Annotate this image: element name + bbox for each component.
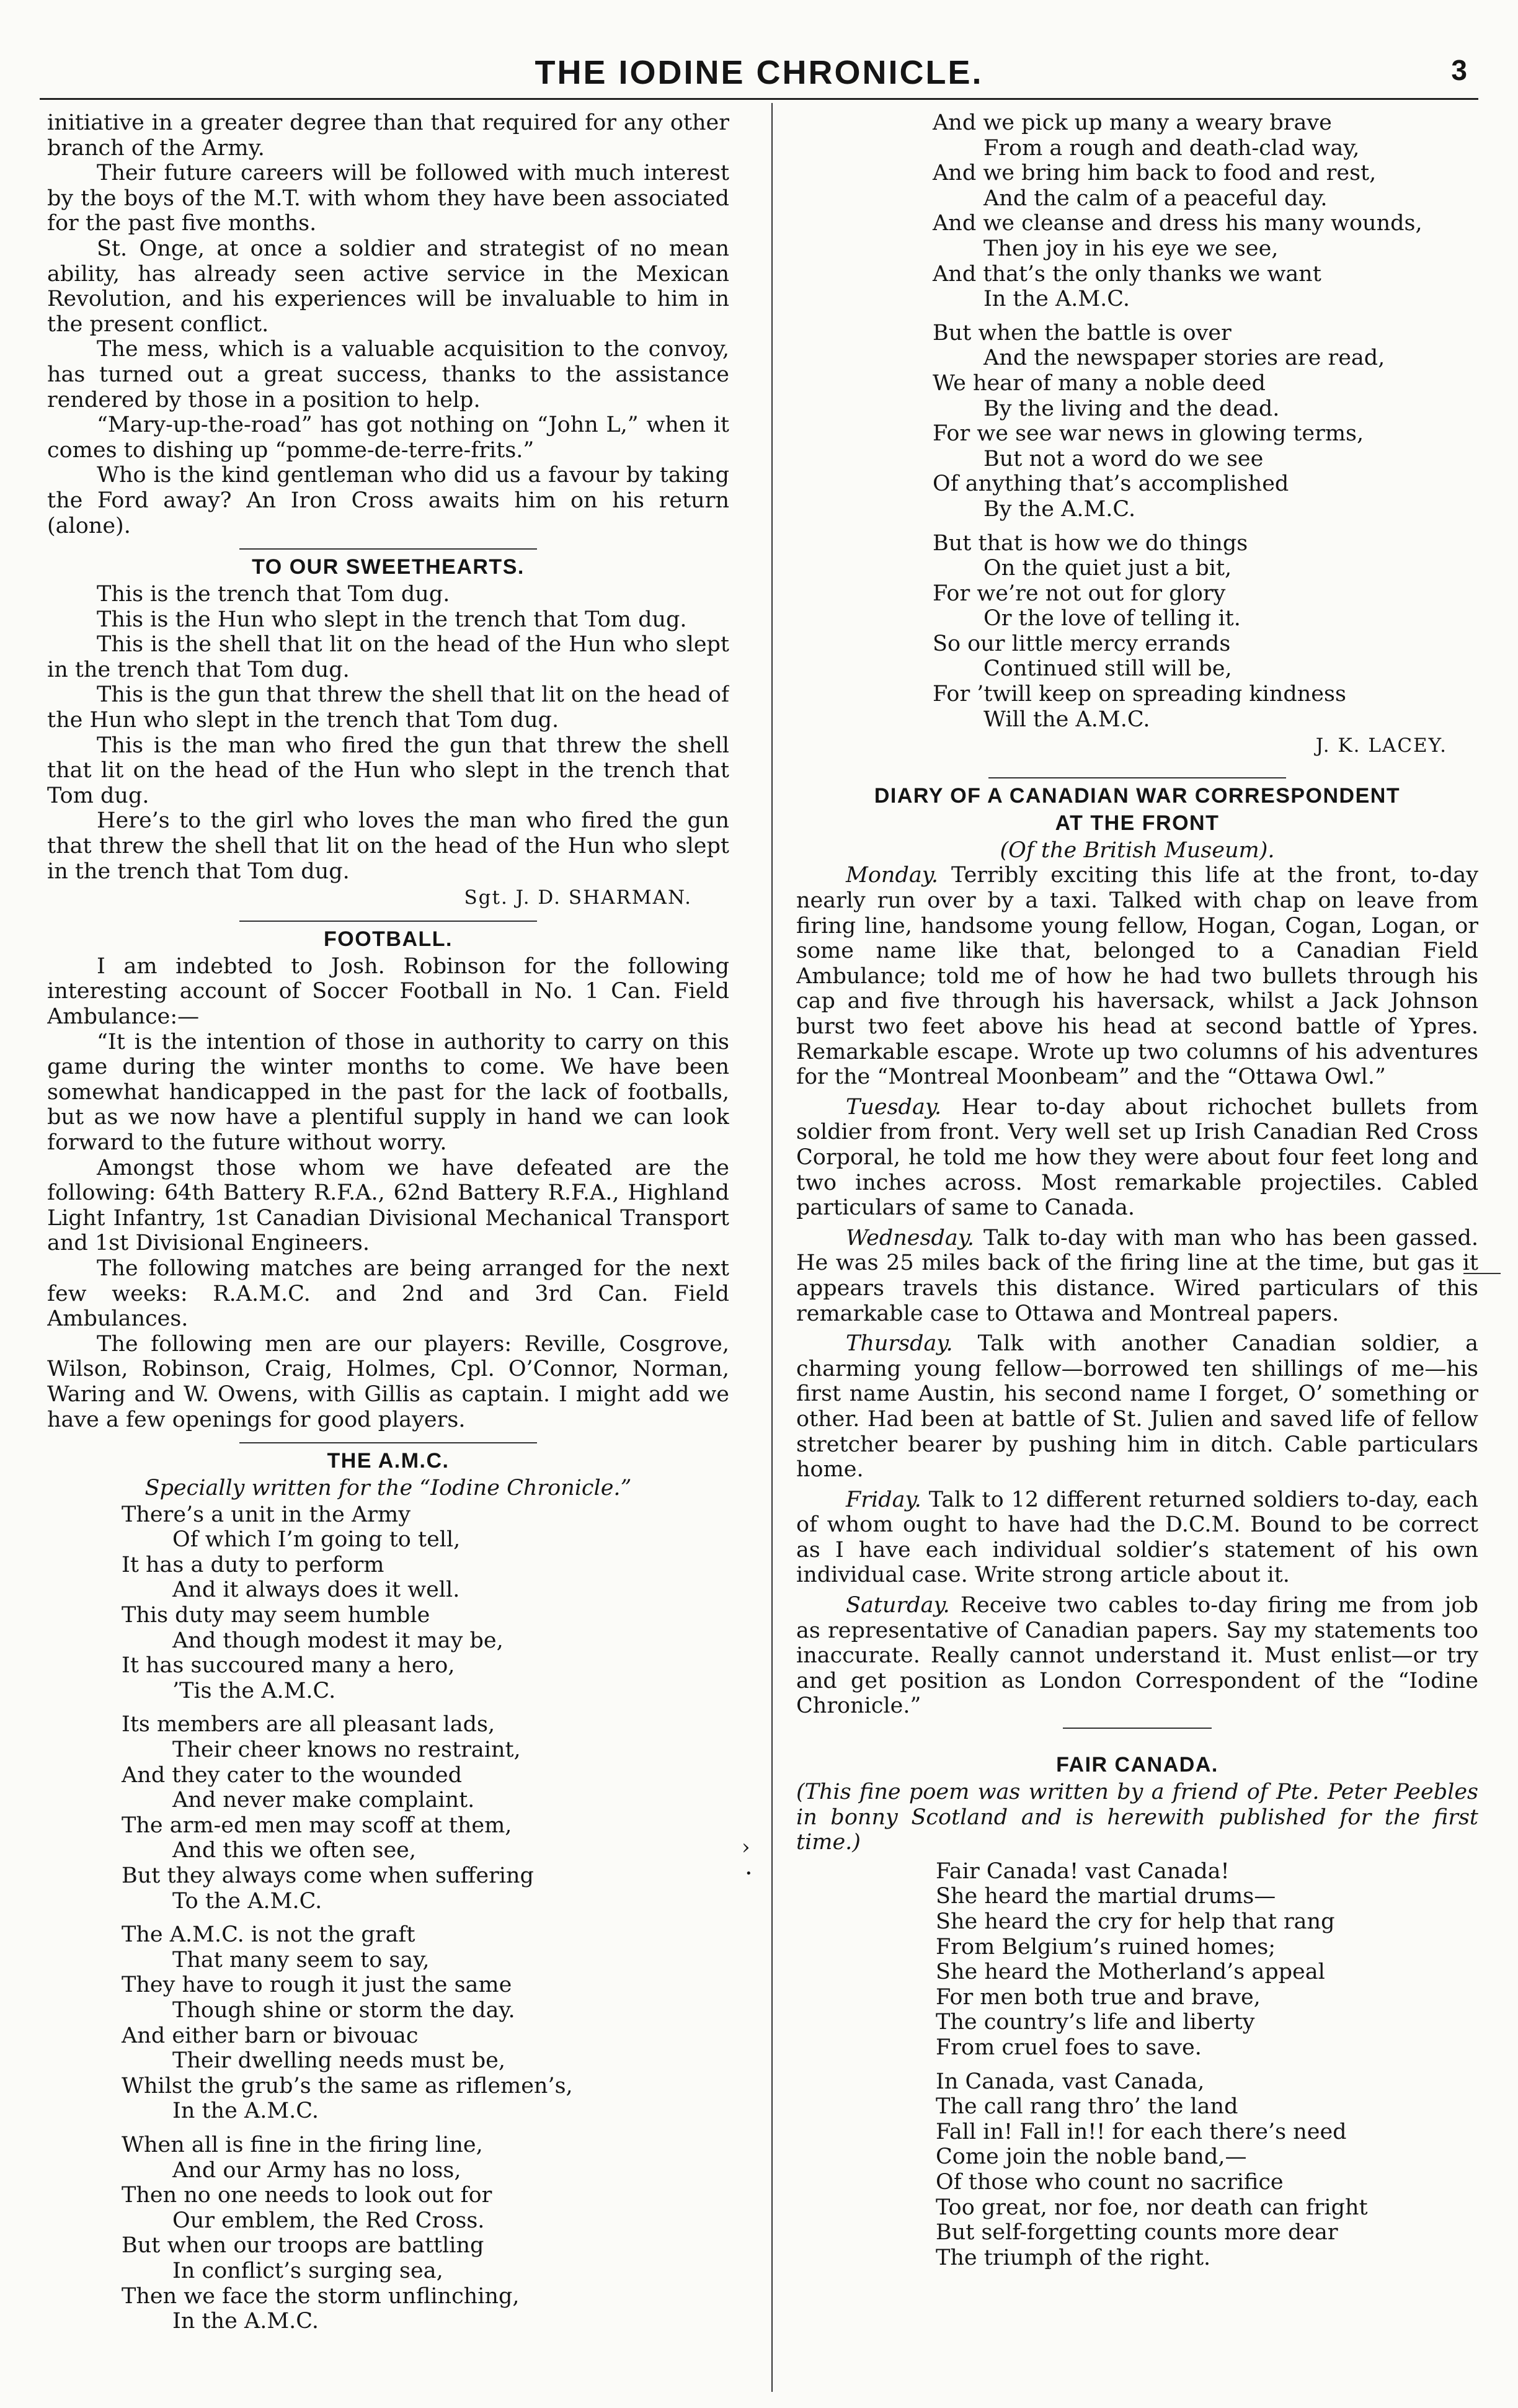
poem-line: For men both true and brave,	[936, 1984, 1261, 2010]
poem-line: Come join the noble band,—	[936, 2144, 1247, 2170]
poem-line: We hear of many a noble deed	[933, 370, 1266, 396]
poem-line: The call rang thro’ the land	[936, 2094, 1238, 2120]
diary-text: Receive two cables to-day firing me from job as representative of Canadian papers. Say my statements too inaccurate. Really cannot understand it. Must enlist—or try and get position as London Correspondent of the “Iodine Chronicle.”	[796, 1593, 1478, 1719]
poem-line: The arm-ed men may scoff at them,	[122, 1813, 512, 1838]
poem-line: And we cleanse and dress his many wounds,	[933, 211, 1423, 236]
poem-line: It has a duty to perform	[122, 1552, 384, 1577]
poem-line: Though shine or storm the day.	[172, 1997, 515, 2023]
amc-verses	[122, 1502, 729, 2334]
diary-subtitle: (Of the British Museum).	[1000, 837, 1275, 863]
diary-article	[796, 782, 1478, 1719]
fair-canada-poem	[796, 1751, 1478, 2270]
poem-line: Of which I’m going to tell,	[172, 1527, 461, 1553]
poem-line: Or the love of telling it.	[983, 606, 1241, 631]
poem-line: It has succoured many a hero,	[122, 1653, 455, 1679]
diary-entry	[796, 1487, 1478, 1588]
poem-line: In the A.M.C.	[983, 287, 1130, 312]
poem-line: And though modest it may be,	[172, 1628, 504, 1653]
football-paragraph: “It is the intention of those in authority to carry on this game during the winter months to come. We have been somewhat handicapped in the past for the lack of footballs, but as we now have a plentiful supply in hand we can look forward to the future without worry.	[47, 1029, 729, 1155]
poem-line: From Belgium’s ruined homes;	[936, 1934, 1276, 1960]
poem-line: Their dwelling needs must be,	[172, 2048, 505, 2074]
poem-line: Then joy in his eye we see,	[983, 236, 1279, 261]
amc-title: THE A.M.C.	[327, 1449, 450, 1473]
amc-poem-continued	[796, 110, 1478, 759]
poem-line: But when our troops are battling	[122, 2233, 484, 2259]
diary-entry	[796, 1226, 1478, 1326]
poem-line: This duty may seem humble	[122, 1603, 430, 1628]
diary-entry	[796, 1593, 1478, 1719]
intro-paragraph: initiative in a greater degree than that required for any other branch of the Army.	[47, 110, 729, 161]
poem-line: Continued still will be,	[983, 656, 1232, 682]
fair-canada-title: FAIR CANADA.	[1056, 1753, 1218, 1777]
poem-line: Too great, nor foe, nor death can fright	[936, 2195, 1368, 2220]
diary-entry	[796, 863, 1478, 1089]
poem-line: Our emblem, the Red Cross.	[172, 2208, 485, 2233]
football-paragraph: The following men are our players: Reville, Cosgrove, Wilson, Robinson, Craig, Holmes, Cpl. O’Connor, Norman, Waring and W. Owens, with Gillis as captain. I might add we have a few openings for good players.	[47, 1331, 729, 1432]
poem-line: They have to rough it just the same	[122, 1973, 512, 1998]
poem-line: That many seem to say,	[172, 1947, 430, 1973]
poem-line: By the living and the dead.	[983, 396, 1280, 421]
diary-entry	[796, 1095, 1478, 1221]
page-number: 3	[1451, 54, 1467, 86]
poem-line: To the A.M.C.	[172, 1888, 322, 1914]
poem-line: There’s a unit in the Army	[122, 1502, 411, 1527]
poem-line: For ’twill keep on spreading kindness	[933, 682, 1346, 707]
poem-line: And that’s the only thanks we want	[933, 261, 1321, 287]
diary-text: Talk to-day with man who has been gassed. He was 25 miles back of the firing line at the time, but gas it appears travels this distance. Wired particulars of this remarkable case to Ottawa and Montreal papers.	[796, 1225, 1478, 1326]
poem-line: Fair Canada! vast Canada!	[936, 1858, 1230, 1884]
poem-line: And this we often see,	[172, 1838, 417, 1863]
poem-line: In Canada, vast Canada,	[936, 2069, 1205, 2094]
poem-line: Then we face the storm unflinching,	[122, 2283, 520, 2309]
diary-day: Thursday.	[846, 1331, 953, 1357]
poem-stanza	[933, 110, 1478, 312]
section-rule	[1063, 1728, 1212, 1729]
fair-canada-verses	[936, 1859, 1478, 2271]
diary-day: Saturday.	[846, 1593, 950, 1618]
poem-line: But when the battle is over	[933, 320, 1232, 346]
poem-line: And we bring him back to food and rest,	[933, 161, 1377, 186]
poem-line: On the quiet just a bit,	[983, 556, 1232, 581]
poem-line: But self-forgetting counts more dear	[936, 2220, 1338, 2245]
column-divider	[771, 103, 773, 2392]
diary-day: Friday.	[846, 1487, 921, 1512]
intro-article	[47, 110, 729, 538]
diary-text: Talk with another Canadian soldier, a charming young fellow—borrowed ten shillings of me—his first name Austin, his second name I forget, O’ something or other. Had been at battle of St. Julien and saved life of fellow stretcher bearer by pushing him in ditch. Cable particulars home.	[796, 1331, 1478, 1483]
poem-line: So our little mercy errands	[933, 631, 1231, 656]
football-paragraph: I am indebted to Josh. Robinson for the following interesting account of Soccer Football in No. 1 Can. Field Ambulance:—	[47, 953, 729, 1029]
section-rule	[239, 548, 537, 550]
left-column	[47, 110, 729, 2399]
poem-stanza	[122, 1712, 729, 1914]
diary-text: Hear to-day about richochet bullets from soldier from front. Very well set up Irish Canadian Red Cross Corporal, he told me how they were about four feet long and two inches across. Most remarkable projectiles. Cabled particulars of same to Canada.	[796, 1094, 1478, 1221]
poem-line: And our Army has no loss,	[172, 2157, 461, 2183]
poem-stanza	[122, 1502, 729, 1704]
poem-line: ’Tis the A.M.C.	[172, 1678, 336, 1703]
amc-signature: J. K. LACEY.	[1315, 734, 1447, 757]
poem-line: She heard the cry for help that rang	[936, 1909, 1335, 1934]
sweethearts-title: TO OUR SWEETHEARTS.	[252, 555, 525, 579]
intro-paragraph: “Mary-up-the-road” has got nothing on “John L,” when it comes to dishing up “pomme-de-terre-frits.”	[47, 412, 729, 463]
sweethearts-paragraph: This is the gun that threw the shell that lit on the head of the Hun who slept in the trench that Tom dug.	[47, 682, 729, 733]
poem-line: Then no one needs to look out for	[122, 2183, 492, 2208]
sweethearts-paragraph: Here’s to the girl who loves the man who fired the gun that threw the shell that lit on the head of the Hun who slept in the trench that Tom dug.	[47, 808, 729, 884]
amc-poem	[47, 1447, 729, 2334]
sweethearts-signature: Sgt. J. D. SHARMAN.	[464, 886, 692, 909]
poem-line: But they always come when suffering	[122, 1863, 534, 1888]
margin-mark-dot: •	[745, 1867, 752, 1880]
diary-title-line-2: AT THE FRONT	[1055, 811, 1220, 835]
poem-line: From a rough and death-clad way,	[983, 135, 1360, 161]
page-title: THE IODINE CHRONICLE.	[535, 54, 983, 91]
poem-line: From cruel foes to save.	[936, 2035, 1202, 2060]
poem-line: Its members are all pleasant lads,	[122, 1712, 495, 1737]
intro-paragraph: Their future careers will be followed with much interest by the boys of the M.T. with whom they have been associated for the past five months.	[47, 161, 729, 236]
poem-stanza	[936, 2069, 1478, 2271]
poem-line: The triumph of the right.	[936, 2245, 1211, 2270]
poem-line: And it always does it well.	[172, 1577, 460, 1603]
section-rule	[988, 777, 1286, 778]
poem-line: And we pick up many a weary brave	[933, 110, 1332, 135]
sweethearts-paragraph: This is the man who fired the gun that threw the shell that lit on the head of the Hun who slept in the trench that Tom dug.	[47, 733, 729, 808]
poem-stanza	[933, 531, 1478, 733]
poem-line: Their cheer knows no restraint,	[172, 1737, 521, 1763]
poem-line: By the A.M.C.	[983, 496, 1136, 522]
diary-text: Talk to 12 different returned soldiers to-day, each of whom ought to have had the D.C.M. Bound to be correct as I have each individual soldier’s statement of his own individual case. Write strong article about it.	[796, 1487, 1478, 1588]
poem-line: And never make complaint.	[172, 1788, 475, 1813]
diary-day: Tuesday.	[846, 1094, 942, 1120]
sweethearts-paragraph: This is the Hun who slept in the trench that Tom dug.	[97, 607, 687, 632]
header-rule	[40, 98, 1478, 100]
section-rule	[239, 1442, 537, 1443]
football-title: FOOTBALL.	[323, 927, 453, 951]
poem-line: The A.M.C. is not the graft	[122, 1922, 415, 1948]
poem-line: For we see war news in glowing terms,	[933, 421, 1364, 447]
poem-stanza	[936, 1859, 1478, 2061]
poem-stanza	[933, 321, 1478, 522]
poem-line: She heard the martial drums—	[936, 1884, 1276, 1909]
poem-line: Will the A.M.C.	[983, 707, 1150, 732]
diary-day: Wednesday.	[846, 1225, 974, 1251]
poem-stanza	[122, 1922, 729, 2124]
poem-line: For we’re not out for glory	[933, 581, 1226, 606]
intro-paragraph: Who is the kind gentleman who did us a favour by taking the Ford away? An Iron Cross awaits him on his return (alone).	[47, 463, 729, 538]
football-paragraph: The following matches are being arranged for the next few weeks: R.A.M.C. and 2nd and 3rd Can. Field Ambulances.	[47, 1255, 729, 1332]
diary-entry	[796, 1331, 1478, 1483]
poem-stanza	[122, 2133, 729, 2334]
poem-line: But not a word do we see	[983, 446, 1264, 471]
amc-verses-continued	[933, 110, 1478, 732]
diary-text: Terribly exciting this life at the front, to-day nearly run over by a taxi. Talked with chap on leave from firing line, handsome young fellow, Hogan, Cogan, Logan, or some name like that, belonged to a Canadian Field Ambulance; told me of how he had two bullets through his cap and five through his haversack, whilst a Jack Johnson burst two feet above his head at second battle of Ypres. Remarkable escape. Wrote up two columns of his adventures for the “Montreal Moonbeam” and the “Ottawa Owl.”	[796, 863, 1478, 1090]
poem-line: In the A.M.C.	[172, 2309, 319, 2334]
poem-line: In conflict’s surging sea,	[172, 2258, 443, 2283]
amc-subtitle: Specially written for the “Iodine Chronicle.”	[144, 1476, 632, 1501]
intro-paragraph: St. Onge, at once a soldier and strategist of no mean ability, has already seen active service in the Mexican Revolution, and his experiences will be invaluable to him in the present conflict.	[47, 236, 729, 337]
poem-line: Of those who count no sacrifice	[936, 2169, 1284, 2195]
poem-line: She heard the Motherland’s appeal	[936, 1960, 1325, 1985]
poem-line: And either barn or bivouac	[122, 2023, 419, 2048]
fair-canada-note: (This fine poem was written by a friend of Pte. Peter Peebles in bonny Scotland and is herewith published for the first time.)	[796, 1780, 1478, 1855]
right-column	[796, 110, 1478, 2399]
poem-line: And they cater to the wounded	[122, 1762, 463, 1788]
sweethearts-paragraph: This is the shell that lit on the head of the Hun who slept in the trench that Tom dug.	[47, 632, 729, 682]
poem-line: But that is how we do things	[933, 530, 1248, 556]
poem-line: In the A.M.C.	[172, 2098, 319, 2124]
football-article	[47, 925, 729, 1432]
poem-line: Whilst the grub’s the same as riflemen’s,	[122, 2073, 573, 2098]
intro-paragraph: The mess, which is a valuable acquisition to the convoy, has turned out a great success, thanks to the assistance rendered by those in a position to help.	[47, 337, 729, 412]
sweethearts-article	[47, 553, 729, 911]
football-paragraph: Amongst those whom we have defeated are the following: 64th Battery R.F.A., 62nd Battery R.F.A., Highland Light Infantry, 1st Canadian Divisional Mechanical Transport and 1st Divisional Engineers.	[47, 1155, 729, 1256]
poem-line: And the newspaper stories are read,	[983, 346, 1385, 371]
sweethearts-paragraph: This is the trench that Tom dug.	[97, 582, 450, 607]
poem-line: When all is fine in the firing line,	[122, 2132, 483, 2157]
diary-day: Monday.	[846, 863, 938, 888]
section-rule	[239, 921, 537, 922]
poem-line: And the calm of a peaceful day.	[983, 185, 1328, 211]
diary-title-line-1: DIARY OF A CANADIAN WAR CORRESPONDENT	[874, 783, 1401, 808]
margin-mark: ›	[742, 1835, 750, 1860]
poem-line: The country’s life and liberty	[936, 2010, 1255, 2035]
poem-line: Fall in! Fall in!! for each there’s need	[936, 2119, 1347, 2144]
poem-line: Of anything that’s accomplished	[933, 471, 1289, 497]
